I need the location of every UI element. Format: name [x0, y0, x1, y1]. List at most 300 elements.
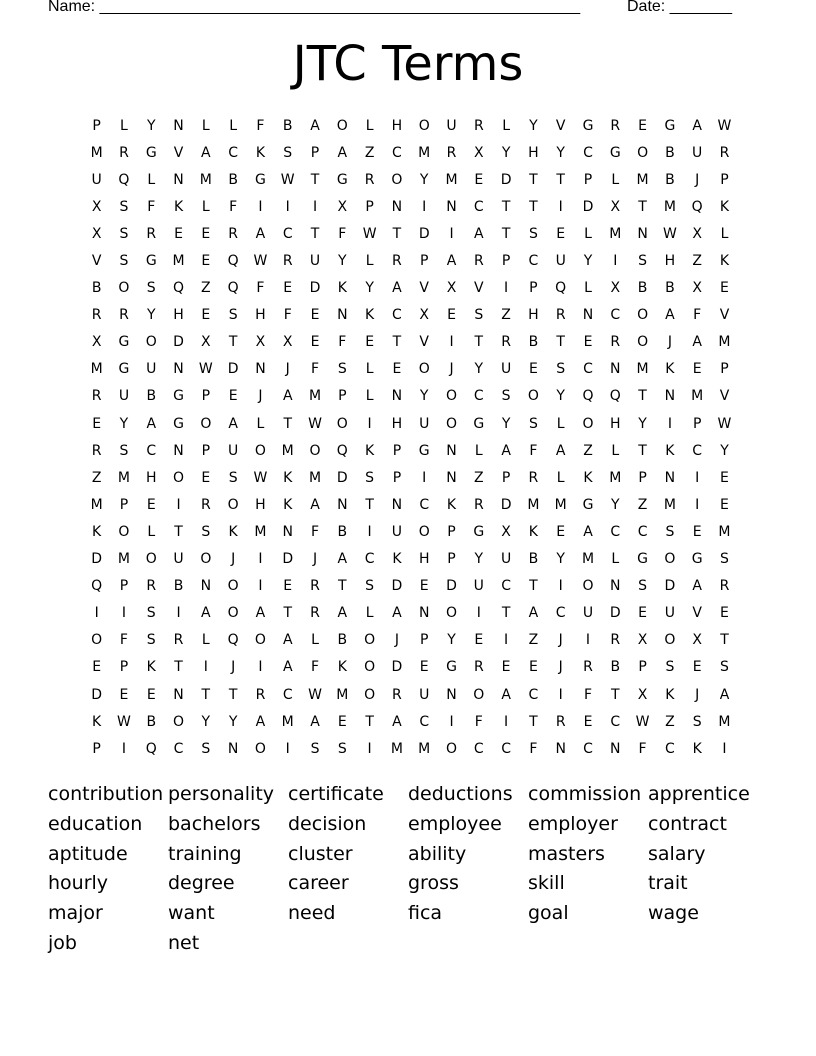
grid-letter: C — [282, 225, 293, 242]
grid-letter: M — [527, 496, 540, 513]
grid-letter: L — [556, 415, 565, 432]
grid-letter: O — [527, 388, 539, 405]
word-bank-item: employer — [528, 812, 618, 835]
grid-letter: Y — [611, 496, 620, 513]
grid-letter: R — [310, 578, 320, 595]
grid-letter: X — [201, 334, 211, 351]
grid-letter: D — [418, 225, 430, 242]
grid-letter: C — [392, 144, 402, 161]
grid-letter: Q — [336, 442, 348, 459]
grid-letter: B — [337, 523, 348, 540]
grid-letter: L — [720, 225, 729, 242]
word-bank-item: career — [288, 872, 349, 895]
grid-letter: I — [367, 740, 372, 757]
grid-letter: N — [255, 361, 266, 378]
grid-letter: D — [500, 496, 512, 513]
grid-letter: U — [228, 442, 239, 459]
grid-letter: R — [119, 144, 129, 161]
grid-letter: K — [692, 740, 702, 757]
grid-letter: S — [146, 632, 156, 649]
grid-letter: S — [337, 740, 347, 757]
grid-letter: O — [118, 523, 130, 540]
grid-letter: B — [528, 334, 539, 351]
grid-letter: E — [692, 659, 702, 676]
grid-letter: C — [610, 307, 621, 324]
grid-letter: I — [558, 686, 563, 703]
grid-letter: L — [365, 388, 374, 405]
grid-letter: O — [445, 605, 458, 622]
grid-letter: G — [473, 415, 485, 432]
grid-letter: N — [173, 686, 184, 703]
grid-letter: Y — [501, 415, 511, 432]
grid-letter: N — [446, 442, 457, 459]
grid-letter: C — [392, 307, 402, 324]
grid-letter: R — [282, 253, 293, 270]
grid-letter: C — [364, 551, 375, 568]
grid-letter: P — [392, 442, 402, 459]
grid-letter: X — [692, 632, 702, 649]
grid-letter: M — [663, 198, 676, 215]
grid-letter: Z — [637, 496, 648, 513]
grid-letter: C — [610, 523, 621, 540]
grid-letter: I — [203, 659, 208, 676]
grid-letter: N — [637, 225, 648, 242]
grid-letter: F — [256, 280, 265, 297]
grid-letter: E — [447, 307, 456, 324]
grid-letter: R — [392, 253, 402, 270]
date-field[interactable]: Date: _______ — [627, 0, 732, 15]
grid-letter: B — [282, 117, 293, 134]
grid-letter: P — [119, 578, 129, 595]
grid-letter: F — [474, 713, 483, 730]
grid-letter: A — [282, 659, 293, 676]
grid-letter: M — [308, 388, 322, 405]
grid-letter: D — [309, 280, 321, 297]
grid-letter: F — [256, 117, 265, 134]
grid-letter: A — [282, 632, 293, 649]
grid-letter: C — [528, 253, 539, 270]
grid-letter: T — [338, 578, 347, 595]
grid-letter: A — [255, 713, 266, 730]
grid-letter: N — [582, 307, 594, 324]
grid-letter: I — [176, 605, 181, 622]
grid-letter: N — [173, 117, 184, 134]
grid-letter: X — [337, 198, 348, 215]
grid-letter: T — [310, 225, 320, 242]
grid-letter: V — [719, 307, 730, 324]
grid-letter: Y — [583, 253, 593, 270]
grid-letter: N — [391, 496, 403, 513]
grid-letter: L — [147, 523, 156, 540]
grid-letter: X — [91, 334, 102, 351]
grid-letter: I — [558, 198, 563, 215]
grid-letter: M — [390, 740, 403, 757]
grid-letter: R — [146, 578, 157, 595]
grid-letter: X — [474, 144, 484, 161]
grid-letter: F — [147, 198, 156, 215]
grid-letter: R — [392, 686, 402, 703]
grid-letter: I — [94, 605, 99, 622]
grid-letter: G — [255, 171, 266, 188]
word-bank-item: certificate — [288, 783, 384, 805]
grid-letter: O — [418, 523, 430, 540]
grid-letter: P — [201, 442, 211, 459]
grid-letter: U — [692, 144, 703, 161]
grid-letter: U — [173, 551, 184, 568]
grid-letter: C — [419, 713, 430, 730]
grid-letter: A — [337, 144, 348, 161]
grid-letter: X — [446, 280, 457, 297]
grid-letter: T — [720, 632, 729, 649]
grid-letter: G — [637, 551, 649, 568]
grid-letter: Z — [364, 144, 375, 161]
grid-row — [83, 627, 743, 654]
grid-letter: W — [362, 225, 377, 242]
grid-letter: P — [501, 469, 511, 486]
grid-letter: S — [365, 469, 375, 486]
grid-row — [83, 464, 743, 491]
grid-letter: W — [198, 361, 213, 378]
grid-letter: W — [308, 686, 322, 703]
grid-letter: Z — [501, 307, 511, 324]
grid-letter: E — [119, 686, 129, 703]
grid-letter: X — [91, 198, 102, 215]
grid-letter: M — [281, 713, 294, 730]
grid-letter: E — [201, 225, 211, 242]
grid-letter: E — [146, 496, 156, 513]
grid-letter: K — [365, 442, 375, 459]
grid-letter: J — [285, 361, 290, 378]
grid-letter: G — [582, 496, 594, 513]
grid-letter: K — [337, 659, 347, 676]
grid-letter: E — [528, 361, 538, 378]
grid-letter: E — [474, 171, 484, 188]
grid-letter: O — [227, 578, 239, 595]
grid-letter: T — [310, 171, 320, 188]
grid-letter: M — [254, 523, 267, 540]
grid-letter: I — [667, 415, 672, 432]
grid-letter: J — [258, 388, 263, 405]
grid-letter: P — [338, 388, 347, 405]
grid-letter: P — [720, 361, 729, 378]
grid-letter: Q — [582, 388, 594, 405]
grid-letter: F — [583, 686, 593, 703]
grid-letter: R — [501, 334, 511, 351]
grid-letter: O — [391, 171, 403, 188]
grid-letter: E — [583, 334, 593, 351]
grid-letter: L — [201, 117, 210, 134]
grid-letter: G — [145, 253, 157, 270]
grid-letter: E — [201, 253, 211, 270]
word-bank-item: ability — [408, 842, 467, 865]
grid-letter: P — [119, 659, 129, 676]
grid-letter: E — [638, 605, 648, 622]
grid-letter: R — [473, 496, 484, 513]
grid-letter: R — [146, 225, 157, 242]
grid-letter: P — [638, 659, 647, 676]
grid-letter: M — [718, 523, 731, 540]
grid-letter: G — [473, 523, 485, 540]
grid-letter: S — [365, 578, 375, 595]
grid-letter: E — [201, 469, 211, 486]
grid-letter: K — [173, 198, 184, 215]
grid-letter: S — [119, 225, 129, 242]
grid-letter: D — [664, 578, 676, 595]
grid-letter: L — [611, 442, 620, 459]
grid-letter: V — [91, 253, 102, 270]
grid-letter: M — [636, 361, 649, 378]
grid-letter: L — [311, 632, 319, 649]
grid-letter: E — [583, 713, 593, 730]
grid-letter: S — [638, 578, 648, 595]
grid-letter: U — [118, 388, 130, 405]
grid-letter: P — [119, 496, 129, 513]
grid-letter: S — [228, 307, 238, 324]
grid-letter: O — [254, 442, 266, 459]
name-field[interactable]: Name: ______________________________________________________ — [48, 0, 581, 15]
grid-letter: A — [528, 605, 539, 622]
grid-letter: H — [528, 307, 539, 324]
grid-letter: C — [501, 578, 511, 595]
grid-letter: R — [555, 713, 566, 730]
grid-letter: S — [528, 415, 538, 432]
grid-letter: R — [310, 605, 320, 622]
grid-letter: B — [665, 280, 675, 297]
grid-row — [83, 302, 743, 329]
grid-letter: M — [609, 225, 622, 242]
grid-letter: E — [638, 117, 648, 134]
word-bank-item: cluster — [288, 842, 353, 865]
word-bank-item: job — [48, 931, 77, 954]
grid-letter: O — [227, 605, 239, 622]
grid-letter: T — [283, 605, 292, 622]
grid-letter: A — [555, 442, 566, 459]
grid-letter: I — [258, 578, 263, 595]
grid-letter: Y — [146, 307, 156, 324]
grid-letter: P — [365, 198, 374, 215]
grid-letter: M — [90, 361, 103, 378]
grid-letter: A — [583, 523, 593, 540]
grid-letter: R — [91, 442, 102, 459]
grid-letter: T — [365, 496, 374, 513]
grid-letter: H — [255, 307, 266, 324]
grid-letter: L — [502, 117, 510, 134]
grid-letter: P — [419, 632, 429, 649]
grid-letter: E — [365, 334, 375, 351]
grid-letter: W — [308, 415, 322, 432]
grid-letter: E — [201, 307, 211, 324]
grid-letter: Z — [528, 632, 539, 649]
grid-letter: N — [664, 388, 676, 405]
grid-letter: P — [692, 415, 702, 432]
grid-letter: T — [174, 659, 183, 676]
grid-letter: A — [692, 578, 702, 595]
grid-letter: K — [283, 469, 293, 486]
grid-letter: M — [609, 469, 622, 486]
grid-letter: R — [610, 632, 621, 649]
grid-letter: E — [720, 605, 729, 622]
grid-letter: H — [610, 415, 621, 432]
grid-letter: S — [720, 659, 729, 676]
word-bank-item: gross — [408, 872, 459, 895]
grid-letter: P — [447, 551, 456, 568]
grid-letter: B — [665, 144, 675, 161]
grid-letter: K — [337, 280, 347, 297]
word-bank-item: fica — [408, 902, 443, 925]
grid-letter: W — [117, 713, 131, 730]
grid-letter: A — [392, 713, 402, 730]
grid-letter: V — [474, 280, 484, 297]
grid-letter: L — [256, 415, 265, 432]
grid-letter: C — [173, 740, 184, 757]
grid-letter: G — [446, 659, 457, 676]
grid-letter: P — [392, 469, 402, 486]
grid-letter: H — [664, 253, 676, 270]
grid-letter: X — [610, 198, 621, 215]
grid-letter: A — [201, 144, 211, 161]
grid-letter: C — [583, 361, 593, 378]
grid-letter: N — [610, 361, 621, 378]
grid-letter: R — [364, 171, 375, 188]
grid-letter: E — [692, 523, 702, 540]
grid-letter: G — [145, 144, 157, 161]
grid-letter: I — [449, 334, 454, 351]
word-bank-item: hourly — [48, 872, 109, 895]
grid-letter: Y — [201, 713, 211, 730]
grid-letter: Y — [638, 415, 647, 432]
word-bank-item: net — [168, 931, 200, 954]
grid-letter: M — [418, 144, 431, 161]
grid-letter: J — [231, 551, 236, 568]
grid-letter: Q — [145, 740, 157, 757]
grid-letter: R — [473, 253, 484, 270]
word-bank-item: employee — [408, 812, 502, 835]
grid-letter: R — [528, 469, 539, 486]
grid-letter: L — [147, 171, 156, 188]
grid-letter: A — [501, 686, 511, 703]
grid-letter: A — [392, 280, 402, 297]
grid-row — [83, 193, 743, 220]
grid-letter: J — [695, 686, 700, 703]
header — [48, 0, 768, 20]
grid-letter: I — [285, 740, 290, 757]
grid-letter: U — [446, 117, 457, 134]
grid-letter: M — [117, 469, 130, 486]
grid-letter: E — [283, 578, 293, 595]
grid-row — [83, 546, 743, 573]
grid-letter: F — [638, 740, 647, 757]
grid-letter: Y — [474, 551, 484, 568]
grid-letter: O — [637, 144, 649, 161]
grid-letter: I — [121, 740, 127, 757]
grid-row — [83, 735, 743, 762]
word-search-grid — [83, 112, 743, 762]
grid-letter: I — [258, 659, 263, 676]
grid-letter: A — [474, 225, 484, 242]
grid-letter: O — [200, 415, 212, 432]
grid-letter: C — [473, 388, 484, 405]
grid-letter: Y — [474, 361, 484, 378]
grid-letter: K — [255, 144, 266, 161]
grid-letter: Y — [556, 144, 565, 161]
grid-letter: D — [282, 551, 294, 568]
grid-row — [83, 410, 743, 437]
grid-letter: B — [146, 713, 157, 730]
grid-letter: D — [91, 686, 103, 703]
grid-letter: S — [501, 388, 511, 405]
grid-letter: E — [556, 225, 566, 242]
grid-letter: X — [419, 307, 429, 324]
grid-letter: A — [255, 605, 266, 622]
grid-letter: R — [473, 659, 484, 676]
grid-letter: U — [582, 605, 594, 622]
word-bank-item: major — [48, 902, 103, 925]
grid-letter: E — [283, 280, 293, 297]
grid-letter: C — [501, 740, 511, 757]
grid-letter: S — [119, 442, 129, 459]
grid-letter: Z — [665, 713, 675, 730]
grid-letter: W — [253, 253, 268, 270]
grid-letter: T — [638, 442, 647, 459]
grid-letter: M — [281, 442, 294, 459]
grid-letter: O — [445, 415, 458, 432]
word-bank-item: decision — [288, 812, 367, 835]
grid-letter: E — [310, 307, 320, 324]
grid-letter: Y — [419, 388, 429, 405]
grid-letter: C — [583, 144, 593, 161]
grid-letter: S — [283, 144, 293, 161]
grid-row — [83, 681, 743, 708]
grid-letter: S — [119, 198, 129, 215]
grid-letter: Q — [555, 280, 567, 297]
grid-letter: M — [172, 253, 185, 270]
grid-letter: T — [201, 686, 211, 703]
grid-letter: M — [581, 551, 595, 568]
grid-letter: R — [446, 144, 457, 161]
grid-row — [83, 139, 743, 166]
grid-letter: S — [528, 225, 538, 242]
grid-letter: T — [556, 334, 565, 351]
grid-letter: P — [529, 280, 538, 297]
grid-letter: S — [665, 659, 675, 676]
grid-letter: O — [582, 578, 594, 595]
grid-letter: O — [336, 415, 348, 432]
grid-letter: E — [92, 415, 102, 432]
grid-letter: G — [582, 117, 594, 134]
grid-letter: O — [254, 632, 266, 649]
grid-letter: I — [258, 198, 263, 215]
grid-letter: B — [337, 632, 348, 649]
grid-letter: S — [228, 469, 238, 486]
grid-row — [83, 220, 743, 247]
grid-letter: M — [336, 686, 349, 703]
grid-letter: N — [610, 740, 621, 757]
grid-letter: Q — [173, 280, 185, 297]
grid-letter: F — [283, 307, 292, 324]
grid-letter: R — [200, 496, 211, 513]
grid-letter: Y — [338, 253, 347, 270]
grid-letter: P — [201, 388, 211, 405]
grid-letter: L — [365, 605, 374, 622]
grid-letter: A — [719, 686, 730, 703]
grid-letter: U — [419, 686, 430, 703]
grid-letter: C — [419, 496, 430, 513]
word-bank-item: deductions — [408, 783, 513, 805]
grid-letter: H — [418, 551, 430, 568]
grid-letter: K — [92, 713, 102, 730]
grid-letter: L — [611, 551, 620, 568]
grid-letter: V — [419, 280, 429, 297]
